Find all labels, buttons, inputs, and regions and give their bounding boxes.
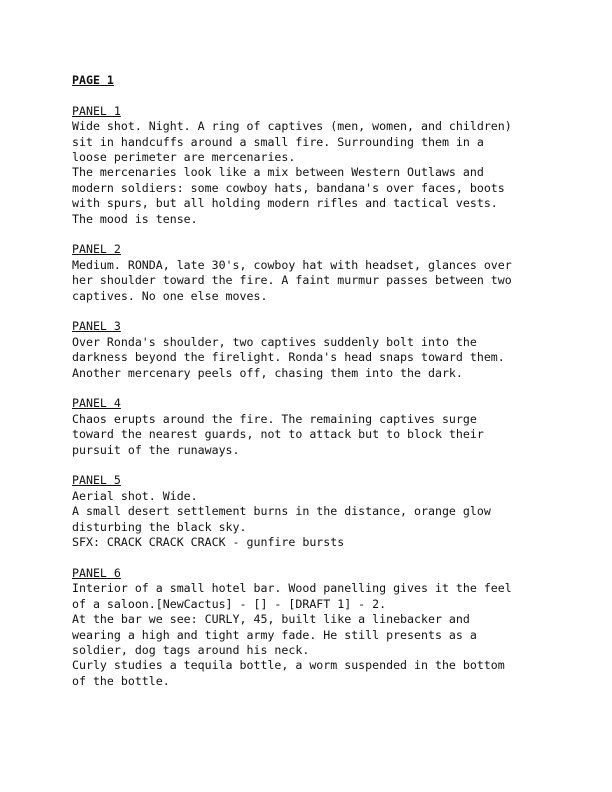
panel-text-line: Aerial shot. Wide. xyxy=(72,488,198,503)
panel-text-line: soldier, dog tags around his neck. xyxy=(72,642,310,657)
panel-5 xyxy=(72,473,542,550)
panel-text-line: captives. No one else moves. xyxy=(72,288,268,303)
panel-text-line: SFX: CRACK CRACK CRACK - gunfire bursts xyxy=(72,535,345,550)
panel-text-line: of a saloon.[NewCactus] - [] - [DRAFT 1] - 2. xyxy=(72,596,387,611)
panel-label: PANEL 4 xyxy=(72,396,121,411)
panel-text-line: her shoulder toward the fire. A faint murmur passes between two xyxy=(72,273,512,288)
panel-text-line: Another mercenary peels off, chasing them into the dark. xyxy=(72,365,463,380)
panel-2 xyxy=(72,242,542,304)
panel-4 xyxy=(72,396,542,458)
panel-3 xyxy=(72,319,542,381)
panel-text-line: The mood is tense. xyxy=(72,211,198,226)
panel-text-line: Interior of a small hotel bar. Wood panelling gives it the feel xyxy=(72,581,512,596)
panel-text-line: The mercenaries look like a mix between Western Outlaws and xyxy=(72,165,484,180)
panel-text-line: Curly studies a tequila bottle, a worm suspended in the bottom xyxy=(72,658,505,673)
panel-text-line: wearing a high and tight army fade. He still presents as a xyxy=(72,627,477,642)
panel-text-line: Chaos erupts around the fire. The remaining captives surge xyxy=(72,411,477,426)
panel-6 xyxy=(72,566,542,689)
panel-label: PANEL 3 xyxy=(72,319,121,334)
page-heading: PAGE 1 xyxy=(72,73,114,87)
panel-1 xyxy=(72,104,542,227)
panel-text-line: Wide shot. Night. A ring of captives (men, women, and children) xyxy=(72,119,512,134)
panel-text-line: A small desert settlement burns in the distance, orange glow xyxy=(72,504,491,519)
panel-list xyxy=(72,104,542,689)
panel-text-line: toward the nearest guards, not to attack but to block their xyxy=(72,427,484,442)
script-content xyxy=(72,73,542,705)
panel-label: PANEL 1 xyxy=(72,103,121,118)
panel-text-line: modern soldiers: some cowboy hats, bandana's over faces, boots xyxy=(72,180,505,195)
panel-text-line: Over Ronda's shoulder, two captives suddenly bolt into the xyxy=(72,334,477,349)
panel-text-line: disturbing the black sky. xyxy=(72,519,247,534)
panel-label: PANEL 6 xyxy=(72,565,121,580)
panel-text-line: At the bar we see: CURLY, 45, built like a linebacker and xyxy=(72,612,470,627)
panel-text-line: of the bottle. xyxy=(72,673,170,688)
panel-text-line: with spurs, but all holding modern rifles and tactical vests. xyxy=(72,196,498,211)
panel-label: PANEL 2 xyxy=(72,242,121,257)
panel-text-line: darkness beyond the firelight. Ronda's head snaps toward them. xyxy=(72,350,505,365)
panel-text-line: Medium. RONDA, late 30's, cowboy hat with headset, glances over xyxy=(72,257,512,272)
panel-text-line: sit in handcuffs around a small fire. Surrounding them in a xyxy=(72,134,484,149)
panel-text-line: pursuit of the runaways. xyxy=(72,442,240,457)
panel-label: PANEL 5 xyxy=(72,473,121,488)
panel-text-line: loose perimeter are mercenaries. xyxy=(72,150,296,165)
